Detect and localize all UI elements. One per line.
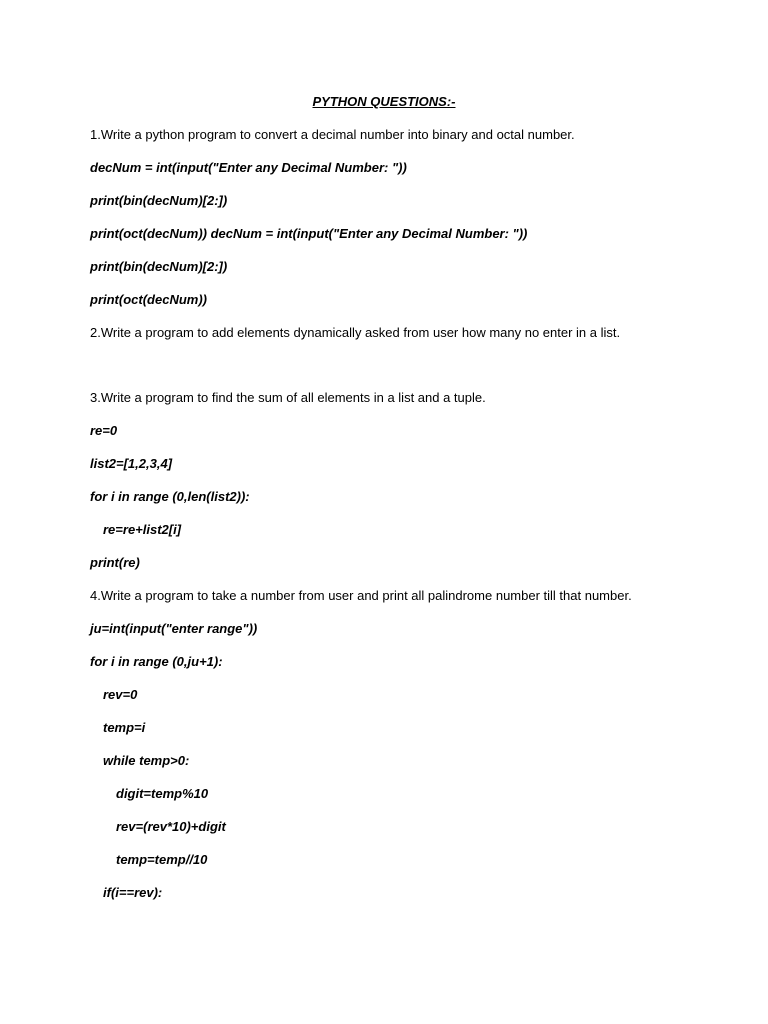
code-line: print(oct(decNum)) decNum = int(input("Enter any Decimal Number: ")) bbox=[90, 226, 528, 241]
document-title: PYTHON QUESTIONS:- bbox=[312, 94, 456, 109]
question-1: 1.Write a python program to convert a decimal number into binary and octal number. bbox=[90, 127, 575, 142]
code-line: re=re+list2[i] bbox=[103, 522, 182, 537]
code-line: list2=[1,2,3,4] bbox=[90, 456, 173, 471]
code-line: print(oct(decNum)) bbox=[90, 292, 207, 307]
code-line: for i in range (0,ju+1): bbox=[90, 654, 223, 669]
code-line: rev=0 bbox=[103, 687, 138, 702]
code-line: ju=int(input("enter range")) bbox=[90, 621, 258, 636]
question-4: 4.Write a program to take a number from user and print all palindrome number till that number. bbox=[90, 588, 632, 603]
question-2: 2.Write a program to add elements dynamically asked from user how many no enter in a list. bbox=[90, 325, 621, 340]
code-line: for i in range (0,len(list2)): bbox=[90, 489, 250, 504]
code-line: print(re) bbox=[90, 555, 140, 570]
code-line: while temp>0: bbox=[103, 753, 190, 768]
code-line: print(bin(decNum)[2:]) bbox=[90, 259, 228, 274]
question-3: 3.Write a program to find the sum of all elements in a list and a tuple. bbox=[90, 390, 486, 405]
code-line: print(bin(decNum)[2:]) bbox=[90, 193, 228, 208]
code-line: digit=temp%10 bbox=[116, 786, 209, 801]
code-line: rev=(rev*10)+digit bbox=[116, 819, 226, 834]
code-line: decNum = int(input("Enter any Decimal Number: ")) bbox=[90, 160, 407, 175]
code-line: re=0 bbox=[90, 423, 118, 438]
code-line: temp=temp//10 bbox=[116, 852, 208, 867]
code-line: if(i==rev): bbox=[103, 885, 163, 900]
code-line: temp=i bbox=[103, 720, 146, 735]
